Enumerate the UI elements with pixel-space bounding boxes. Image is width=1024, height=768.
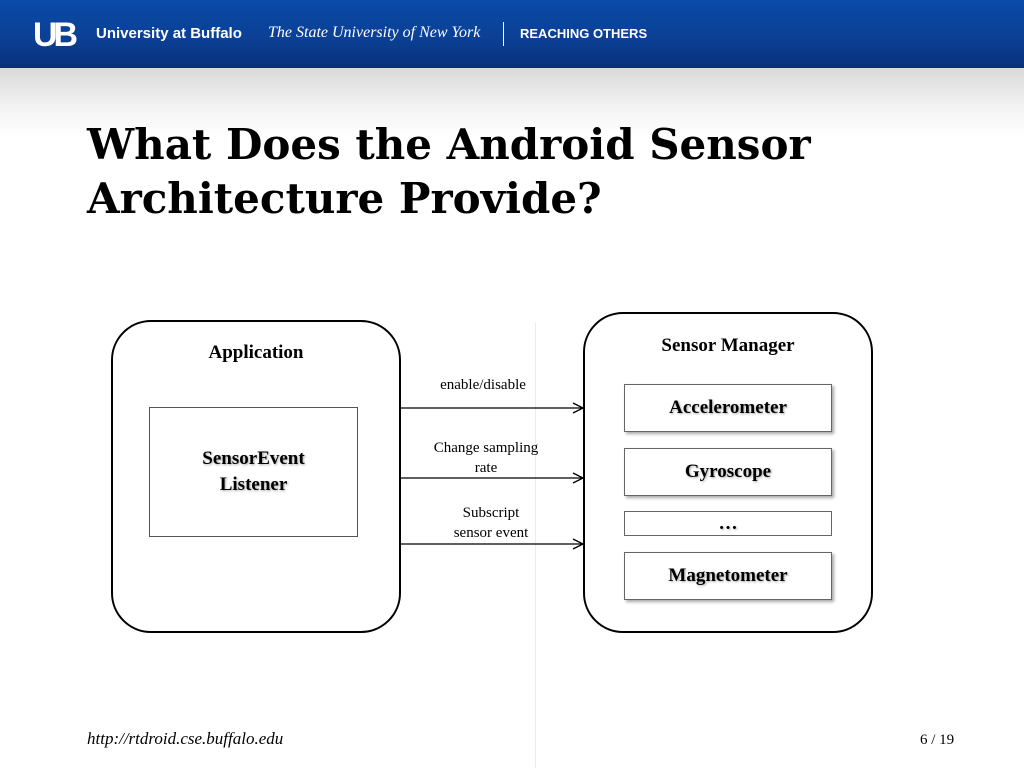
slide-title-line1: What Does the Android Sensor <box>87 120 811 169</box>
footer-url-link[interactable]: http://rtdroid.cse.buffalo.edu <box>87 729 284 748</box>
arrow-label-sampling-line1: Change sampling <box>433 440 539 456</box>
sensor-manager-label: Sensor Manager <box>661 335 795 356</box>
application-label: Application <box>208 342 304 363</box>
sensor-accelerometer: Accelerometer <box>624 384 832 432</box>
listener-line2: Listener <box>219 474 288 495</box>
slide-title-line2: Architecture Provide? <box>87 174 602 223</box>
listener-line1: SensorEvent <box>202 448 305 469</box>
header-tagline: REACHING OTHERS <box>520 26 648 41</box>
arrow-label-subscript-line1: Subscript <box>462 505 520 521</box>
arrow-label-enable <box>401 375 565 395</box>
arrow-label-sampling-line2: rate <box>474 460 498 476</box>
arrow-label-enable-line1: enable/disable <box>440 377 526 393</box>
ub-logo-icon: UB <box>33 16 75 54</box>
arrow-label-subscript-line2: sensor event <box>453 525 529 541</box>
sensor-ellipsis: … <box>624 511 832 536</box>
university-name: University at Buffalo <box>96 25 242 42</box>
arrow-label-sampling <box>401 438 571 478</box>
sensor-gyroscope: Gyroscope <box>624 448 832 496</box>
page-number: 6 / 19 <box>920 732 955 748</box>
sensor-magnetometer: Magnetometer <box>624 552 832 600</box>
suny-name: The State University of New York <box>268 24 481 41</box>
arrow-label-subscript <box>401 503 581 543</box>
